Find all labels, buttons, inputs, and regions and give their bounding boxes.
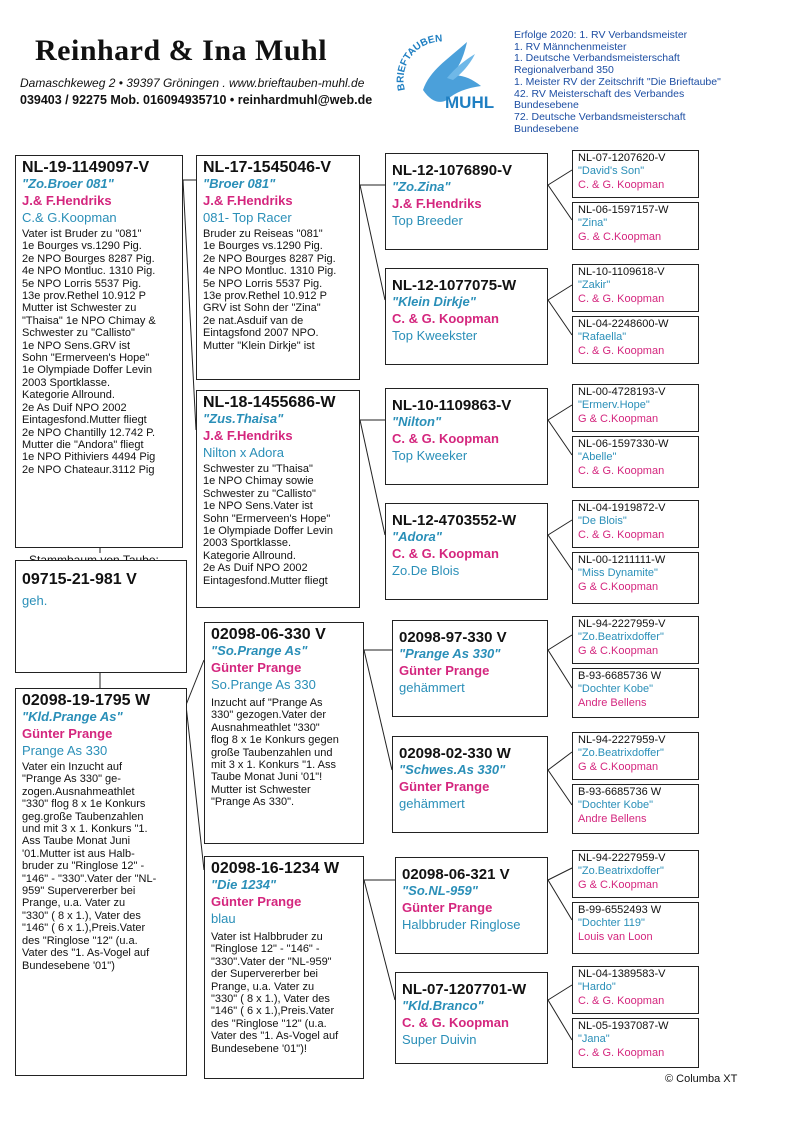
pigeon-name: "Kld.Branco" <box>402 998 484 1013</box>
desc-line: Vater des "1. As-Vogel auf <box>211 1030 339 1043</box>
pigeon-description <box>211 931 357 1055</box>
desc-line: Kategorie Allround. <box>22 389 115 402</box>
desc-line: 4e NPO Montluc. 1310 Pig. <box>203 265 337 278</box>
desc-line: "330" flog 8 x 1e Konkurs <box>22 798 146 811</box>
desc-line: 13e prov.Rethel 10.912 P <box>203 290 327 303</box>
grandparent-card[interactable] <box>196 390 360 608</box>
pigeon-name: "Klein Dirkje" <box>392 294 476 309</box>
pigeon-name: "Broer 081" <box>203 176 276 191</box>
pigeon-description <box>203 463 353 587</box>
pigeon-name: "Zakir" <box>578 279 611 291</box>
ancestor-card[interactable] <box>572 616 699 664</box>
desc-line: "Prange As 330". <box>211 796 295 809</box>
desc-line: Mutter die "Andora" fliegt <box>22 438 144 451</box>
pigeon-name: "Dochter Kobe" <box>578 799 654 811</box>
pigeon-extra: blau <box>211 911 236 926</box>
pigeon-extra: So.Prange As 330 <box>211 677 316 692</box>
pigeon-description <box>22 761 180 972</box>
pigeon-name: "Rafaella" <box>578 331 627 343</box>
ring-number: NL-00-4728193-V <box>578 386 666 398</box>
ring-number: NL-07-1207701-W <box>402 981 527 998</box>
desc-line: "330".Vater der "NL-959" <box>211 955 332 968</box>
breeder: Günter Prange <box>399 663 490 678</box>
ring-number: NL-12-4703552-W <box>392 512 517 529</box>
ring-number: NL-94-2227959-V <box>578 618 666 630</box>
desc-line: "146" ( 6 x 1.),Preis.Vater <box>22 922 146 935</box>
desc-line: Bruder zu Reiseas "081" <box>203 228 323 240</box>
ancestor-card[interactable] <box>572 316 699 364</box>
pigeon-description <box>203 228 353 352</box>
ancestor-card[interactable] <box>572 202 699 250</box>
grandparent-card[interactable] <box>204 622 364 844</box>
ring-number: NL-10-1109863-V <box>392 397 512 414</box>
desc-line: 2e As Duif NPO 2002 <box>22 401 127 414</box>
subject-card[interactable] <box>15 560 187 673</box>
ancestor-card[interactable] <box>572 902 699 954</box>
grandparent-card[interactable] <box>196 155 360 380</box>
ring-number: NL-00-1211111-W <box>578 554 666 566</box>
breeder: C. & G. Koopman <box>392 546 499 561</box>
ring-number: 02098-06-321 V <box>402 866 510 883</box>
desc-line: "146" - "330".Vater der "NL- <box>22 872 157 885</box>
pigeon-name: "Adora" <box>392 529 442 544</box>
desc-line: "146" ( 6 x 1.),Preis.Vater <box>211 1005 335 1018</box>
breeder: C. & G. Koopman <box>578 345 665 357</box>
breeder: C. & G. Koopman <box>578 293 665 305</box>
pigeon-extra: Nilton x Adora <box>203 445 284 460</box>
ring-number: NL-04-1389583-V <box>578 968 666 980</box>
desc-line: Vater ist Halbbruder zu <box>211 931 323 943</box>
pigeon-name: "Zina" <box>578 217 608 229</box>
breeder: C. & G. Koopman <box>392 431 499 446</box>
desc-line: 1e NPO Chimay sowie <box>203 475 314 488</box>
pigeon-name: "Zo.Zina" <box>392 179 451 194</box>
desc-line: Taube Monat Juni '01"! <box>211 771 323 784</box>
ring-number: B-93-6685736 W <box>578 670 662 682</box>
success-line: 1. Deutsche Verbandsmeisterschaft <box>514 52 680 65</box>
desc-line: 13e prov.Rethel 10.912 P <box>22 290 146 303</box>
breeder: C. & G. Koopman <box>578 529 665 541</box>
pigeon-name: "Abelle" <box>578 451 617 463</box>
pigeon-color: geh. <box>22 593 48 608</box>
desc-line: '01.Mutter ist aus Halb- <box>22 847 135 860</box>
pigeon-name: "De Blois" <box>578 515 627 527</box>
desc-line: Bundesebene '01") <box>22 959 115 972</box>
breeder: C. & G. Koopman <box>578 1047 665 1059</box>
desc-line: 2e nat.Asduif van de <box>203 314 304 327</box>
pigeon-description <box>22 228 176 476</box>
ancestor-card[interactable] <box>572 668 699 718</box>
pigeon-name: "Prange As 330" <box>399 646 501 661</box>
desc-line: Sohn "Ermerveen's Hope" <box>203 512 331 525</box>
desc-line: Kategorie Allround. <box>203 549 296 562</box>
desc-line: 2e NPO Chateaur.3112 Pig <box>22 463 155 476</box>
ring-number: B-99-6552493 W <box>578 904 662 916</box>
ancestor-card[interactable] <box>572 384 699 432</box>
pigeon-extra: Prange As 330 <box>22 743 108 758</box>
ring-number: B-93-6685736 W <box>578 786 662 798</box>
ring-number: 09715-21-981 V <box>22 571 137 588</box>
ancestor-card[interactable] <box>572 150 699 198</box>
great-grandparent-card[interactable] <box>395 972 548 1064</box>
desc-line: "330" ( 8 x 1.), Vater des <box>211 993 330 1006</box>
breeder: Andre Bellens <box>578 697 647 709</box>
desc-line: Mutter ist Schwester zu <box>22 302 137 315</box>
pigeon-extra: Top Kweeker <box>392 448 468 463</box>
desc-line: 1e NPO Sens.GRV ist <box>22 339 131 352</box>
ancestor-card[interactable] <box>572 966 699 1014</box>
desc-line: Bundesebene '01")! <box>211 1042 307 1055</box>
breeder: G & C.Koopman <box>578 413 659 425</box>
breeder: C. & G. Koopman <box>392 311 499 326</box>
ring-number: NL-05-1937087-W <box>578 1020 669 1032</box>
pigeon-extra: C.& G.Koopman <box>22 210 117 225</box>
desc-line: Schwester zu "Callisto" <box>22 327 135 340</box>
pigeon-name: "Jana" <box>578 1033 610 1045</box>
success-line: Bundesebene <box>514 122 579 135</box>
ancestor-card[interactable] <box>572 436 699 488</box>
ring-number: 02098-19-1795 W <box>22 692 151 709</box>
grandparent-card[interactable] <box>204 856 364 1079</box>
pigeon-extra: gehämmert <box>399 680 465 695</box>
pigeon-name: "Hardo" <box>578 981 616 993</box>
desc-line: Vater ein Inzucht auf <box>22 761 123 773</box>
pigeon-name: "Ermerv.Hope" <box>578 399 650 411</box>
desc-line: 2e NPO Chantilly 12.742 P. <box>22 426 156 439</box>
ring-number: NL-12-1077075-W <box>392 277 517 294</box>
ring-number: NL-17-1545046-V <box>203 159 332 176</box>
great-grandparent-card[interactable] <box>385 268 548 365</box>
ancestor-card[interactable] <box>572 264 699 312</box>
desc-line: 330" gezogen.Vater der <box>211 709 327 722</box>
ring-number: NL-04-2248600-W <box>578 318 669 330</box>
success-line: Bundesebene <box>514 99 579 112</box>
success-line: Regionalverband 350 <box>514 64 614 77</box>
desc-line: 1e Olympiade Doffer Levin <box>22 364 153 377</box>
breeder: J.& F.Hendriks <box>22 193 112 208</box>
success-line: Erfolge 2020: 1. RV Verbandsmeister <box>514 29 688 41</box>
success-line: 72. Deutsche Verbandsmeisterschaft <box>514 110 686 123</box>
success-line: 42. RV Meisterschaft des Verbandes <box>514 87 685 100</box>
breeder: J.& F.Hendriks <box>203 193 293 208</box>
breeder: C. & G. Koopman <box>578 465 665 477</box>
ring-number: NL-04-1919872-V <box>578 502 666 514</box>
desc-line: Vater ist Bruder zu "081" <box>22 228 142 240</box>
desc-line: "330" ( 8 x 1.), Vater des <box>22 909 141 922</box>
desc-line: Vater des "1. As-Vogel auf <box>22 947 150 960</box>
breeder: G & C.Koopman <box>578 581 659 593</box>
ancestor-card[interactable] <box>572 732 699 780</box>
pigeon-name: "Schwes.As 330" <box>399 762 506 777</box>
page-title: Reinhard & Ina Muhl <box>35 34 328 67</box>
ring-number: 02098-97-330 V <box>399 629 507 646</box>
desc-line: Sohn "Ermerveen's Hope" <box>22 352 150 365</box>
desc-line: und mit 3 x 1. Konkurs "1. <box>22 823 148 836</box>
desc-line: 4e NPO Montluc. 1310 Pig. <box>22 265 156 278</box>
breeder: G. & C.Koopman <box>578 231 662 243</box>
desc-line: Eintagesfond.Mutter fliegt <box>203 574 328 587</box>
breeder: G & C.Koopman <box>578 645 659 657</box>
pigeon-extra: Super Duivin <box>402 1032 477 1047</box>
great-grandparent-card[interactable] <box>385 153 548 250</box>
pigeon-name: "So.NL-959" <box>402 883 478 898</box>
pigeon-name: "Zo.Beatrixdoffer" <box>578 747 664 759</box>
pigeon-name: "Dochter 119" <box>578 917 645 929</box>
pigeon-name: "Miss Dynamite" <box>578 567 658 579</box>
breeder: Louis van Loon <box>578 931 653 943</box>
breeder: J.& F.Hendriks <box>203 428 293 443</box>
desc-line: flog 8 x 1e Konkurs gegen <box>211 734 339 747</box>
pigeon-name: "Zo.Beatrixdoffer" <box>578 865 664 877</box>
breeder: Günter Prange <box>211 660 302 675</box>
desc-line: 2e NPO Bourges 8287 Pig. <box>203 252 336 265</box>
desc-line: 1e NPO Pithiviers 4494 Pig <box>22 451 156 464</box>
desc-line: 5e NPO Lorris 5537 Pig. <box>203 277 323 290</box>
desc-line: 2e As Duif NPO 2002 <box>203 562 308 575</box>
ancestor-card[interactable] <box>572 552 699 604</box>
pigeon-name: "Die 1234" <box>211 877 277 892</box>
great-grandparent-card[interactable] <box>385 503 548 600</box>
pigeon-name: "David's Son" <box>578 165 645 177</box>
desc-line: 2003 Sportklasse. <box>203 537 292 550</box>
desc-line: Ass Taube Monat Juni <box>22 835 131 848</box>
logo-word: MUHL <box>445 93 495 112</box>
great-grandparent-card[interactable] <box>392 620 548 717</box>
desc-line: Ausnahmeathlet "330" <box>211 721 320 734</box>
ring-number: NL-18-1455686-W <box>203 394 336 411</box>
breeder: Günter Prange <box>402 900 493 915</box>
desc-line: GRV ist Sohn der "Zina" <box>203 302 321 315</box>
desc-line: Eintagsfond 2007 NPO. <box>203 327 319 340</box>
pigeon-extra: Top Breeder <box>392 213 463 228</box>
desc-line: Prange, u.a. Vater zu <box>211 980 315 993</box>
desc-line: Schwester zu "Callisto" <box>203 487 316 500</box>
pigeon-extra: 081- Top Racer <box>203 210 292 225</box>
breeder: Andre Bellens <box>578 813 647 825</box>
pigeon-name: "Dochter Kobe" <box>578 683 654 695</box>
desc-line: zogen.Ausnahmeathlet <box>22 785 135 798</box>
breeder: Günter Prange <box>399 779 490 794</box>
desc-line: 2e NPO Bourges 8287 Pig. <box>22 252 155 265</box>
pigeon-name: "Kld.Prange As" <box>22 709 123 724</box>
great-grandparent-card[interactable] <box>395 857 548 954</box>
desc-line: "Prange As 330" ge- <box>22 773 121 786</box>
pigeon-name: "Zo.Broer 081" <box>22 176 114 191</box>
pigeon-extra: gehämmert <box>399 796 465 811</box>
breeder: C. & G. Koopman <box>578 995 665 1007</box>
ancestor-card[interactable] <box>572 850 699 898</box>
pigeon-extra: Halbbruder Ringlose <box>402 917 521 932</box>
breeder: G & C.Koopman <box>578 879 659 891</box>
desc-line: 959" Supervererber bei <box>22 885 136 898</box>
pigeon-name: "Zus.Thaisa" <box>203 411 284 426</box>
logo-arc-text: BRIEFTAUBEN <box>395 33 443 92</box>
desc-line: Schwester zu "Thaisa" <box>203 463 313 475</box>
breeder: G & C.Koopman <box>578 761 659 773</box>
desc-line: große Taubenzahlen und <box>211 746 333 759</box>
desc-line: geg.große Taubenzahlen <box>22 810 144 823</box>
ring-number: NL-94-2227959-V <box>578 734 666 746</box>
desc-line: des "Ringlose "12" (u.a. <box>22 934 138 947</box>
ancestor-card[interactable] <box>572 1018 699 1068</box>
desc-line: Inzucht auf "Prange As <box>211 697 323 709</box>
success-line: 1. RV Männchenmeister <box>514 40 627 53</box>
desc-line: mit 3 x 1. Konkurs "1. Ass <box>211 759 336 772</box>
desc-line: bruder zu "Ringlose 12" - <box>22 860 145 873</box>
ring-number: NL-19-1149097-V <box>22 159 150 176</box>
desc-line: "Ringlose 12" - "146" - <box>211 943 320 956</box>
ancestor-card[interactable] <box>572 500 699 548</box>
ring-number: NL-06-1597330-W <box>578 438 669 450</box>
father-card[interactable] <box>15 155 183 548</box>
desc-line: Mutter "Klein Dirkje" ist <box>203 339 315 352</box>
breeder: Günter Prange <box>211 894 302 909</box>
footer-copyright: © Columba XT <box>665 1073 738 1085</box>
desc-line: des "Ringlose "12" (u.a. <box>211 1017 327 1030</box>
ring-number: 02098-06-330 V <box>211 626 326 643</box>
breeder: C. & G. Koopman <box>402 1015 509 1030</box>
address: Damaschkeweg 2 • 39397 Gröningen . www.brieftauben-muhl.de <box>20 76 365 90</box>
desc-line: 1e NPO Sens.Vater ist <box>203 500 313 513</box>
breeder: Günter Prange <box>22 726 113 741</box>
ancestor-card[interactable] <box>572 784 699 834</box>
great-grandparent-card[interactable] <box>385 388 548 485</box>
ring-number: NL-07-1207620-V <box>578 152 666 164</box>
desc-line: 1e Olympiade Doffer Levin <box>203 525 334 538</box>
pigeon-description <box>211 697 357 809</box>
ring-number: NL-94-2227959-V <box>578 852 666 864</box>
desc-line: "Thaisa" 1e NPO Chimay & <box>22 314 156 327</box>
desc-line: 1e Bourges vs.1290 Pig. <box>203 240 323 253</box>
desc-line: Eintagesfond.Mutter fliegt <box>22 414 147 427</box>
desc-line: der Supervererber bei <box>211 968 319 981</box>
desc-line: 1e Bourges vs.1290 Pig. <box>22 240 142 253</box>
pigeon-extra: Zo.De Blois <box>392 563 460 578</box>
breeder: C. & G. Koopman <box>578 179 665 191</box>
ring-number: NL-12-1076890-V <box>392 162 513 179</box>
ring-number: NL-10-1109618-V <box>578 266 665 278</box>
desc-line: Mutter ist Schwester <box>211 783 311 796</box>
contact-info: 039403 / 92275 Mob. 016094935710 • reinhardmuhl@web.de <box>20 93 373 107</box>
desc-line: 2003 Sportklasse. <box>22 376 111 389</box>
success-line: 1. Meister RV der Zeitschrift "Die Brieftaube" <box>514 75 721 88</box>
pigeon-name: "Zo.Beatrixdoffer" <box>578 631 664 643</box>
great-grandparent-card[interactable] <box>392 736 548 833</box>
desc-line: Prange, u.a. Vater zu <box>22 897 126 910</box>
pigeon-extra: Top Kweekster <box>392 328 478 343</box>
breeder: J.& F.Hendriks <box>392 196 482 211</box>
ring-number: 02098-02-330 W <box>399 745 511 762</box>
pigeon-name: "Nilton" <box>392 414 442 429</box>
mother-card[interactable] <box>15 688 187 1076</box>
pigeon-name: "So.Prange As" <box>211 643 308 658</box>
ring-number: NL-06-1597157-W <box>578 204 669 216</box>
desc-line: 5e NPO Lorris 5537 Pig. <box>22 277 142 290</box>
ring-number: 02098-16-1234 W <box>211 860 340 877</box>
